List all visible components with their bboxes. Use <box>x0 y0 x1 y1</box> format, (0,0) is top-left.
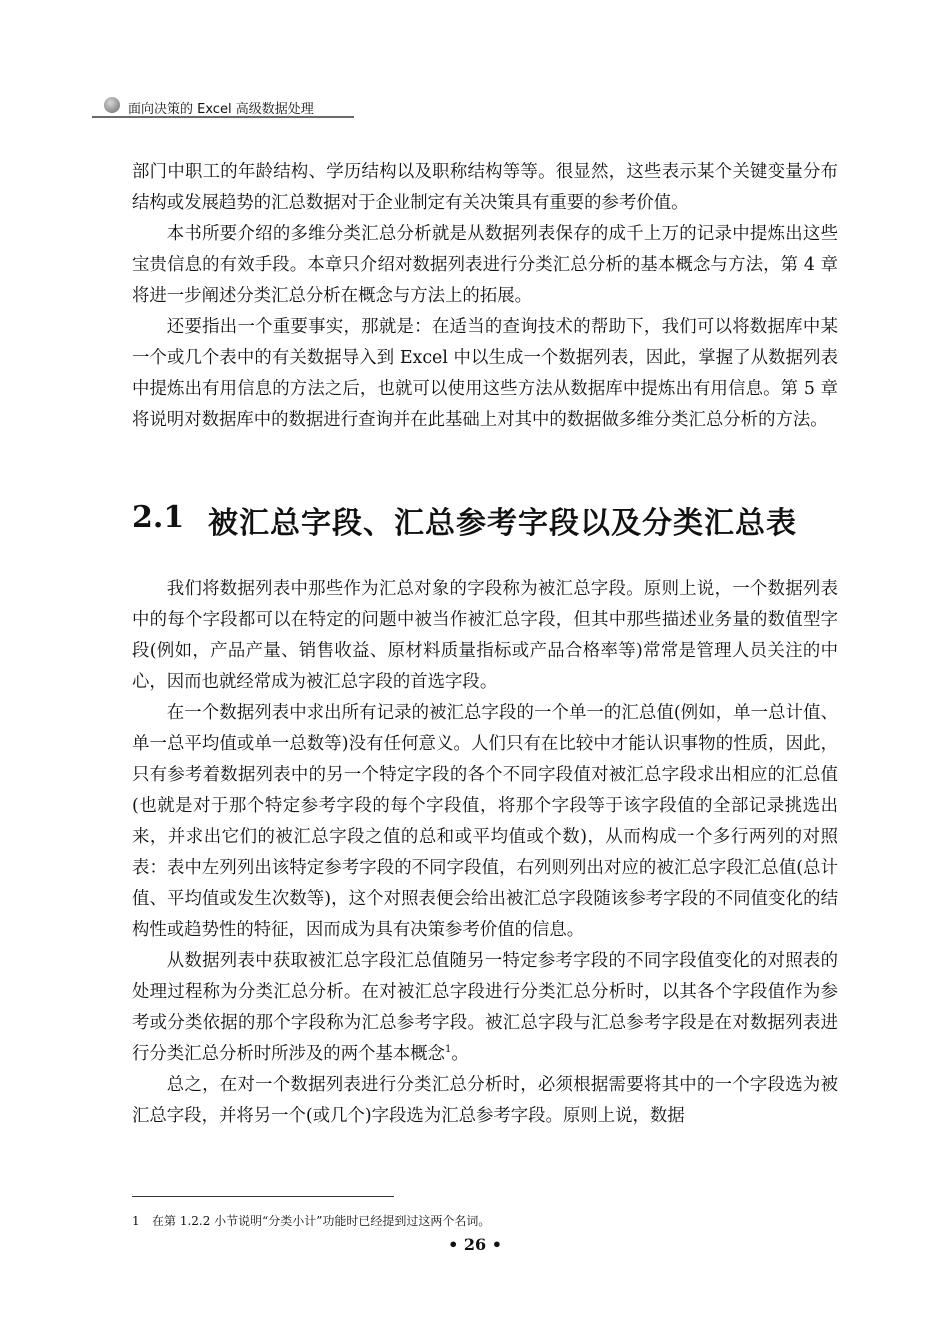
paragraph: 总之，在对一个数据列表进行分类汇总分析时，必须根据需要将其中的一个字段选为被汇总字段，并将另一个(或几个)字段选为汇总参考字段。原则上说，数据 <box>132 1075 838 1126</box>
paragraph: 在一个数据列表中求出所有记录的被汇总字段的一个单一的汇总值(例如，单一总计值、单一总平均值或单一总数等)没有任何意义。人们只有在比较中才能认识事物的性质，因此，只有参考着数据列表中的另一个特定字段的各个不同字段值对被汇总字段求出相应的汇总值(也就是对于那个特定参考字段的每个字段值，将那个字段等于该字段值的全部记录挑选出来，并求出它们的被汇总字段之值的总和或平均值或个数)，从而构成一个多行两列的对照表：表中左列列出该特定参考字段的不同字段值，右列则列出对应的被汇总字段汇总值(总计值、平均值或发生次数等)，这个对照表便会给出被汇总字段随该参考字段的不同值变化的结构性或趋势性的特征，因而成为具有决策参考价值的信息。 <box>132 703 838 940</box>
section-number: 2.1 <box>132 500 185 535</box>
page-number: • 26 • <box>448 1235 502 1254</box>
intro-text <box>132 157 838 436</box>
paragraph-text: 从数据列表中获取被汇总字段汇总值随另一特定参考字段的不同字段值变化的对照表的处理过程称为分类汇总分析。在对被汇总字段进行分类汇总分析时，以其各个字段值作为参考或分类依据的那个字段称为汇总参考字段。被汇总字段与汇总参考字段是在对数据列表进行分类汇总分析时所涉及的两个基本概念 <box>132 951 838 1064</box>
section-title: 被汇总字段、汇总参考字段以及分类汇总表 <box>208 506 797 541</box>
paragraph: 我们将数据列表中那些作为汇总对象的字段称为被汇总字段。原则上说，一个数据列表中的每个字段都可以在特定的问题中被当作被汇总字段，但其中那些描述业务量的数值型字段(例如，产品产量、销售收益、原材料质量指标或产品合格率等)常常是管理人员关注的中心，因而也就经常成为被汇总字段的首选字段。 <box>132 579 838 692</box>
footnote-rule <box>132 1196 394 1197</box>
footnote-text: 在第 1.2.2 小节说明“分类小计”功能时已经提到过这两个名词。 <box>152 1214 491 1228</box>
running-header <box>92 94 354 118</box>
footnote-marker: 1 <box>132 1214 140 1228</box>
header-rule <box>92 116 354 118</box>
section-heading <box>132 498 852 546</box>
paragraph: 本书所要介绍的多维分类汇总分析就是从数据列表保存的成千上万的记录中提炼出这些宝贵信息的有效手段。本章只介绍对数据列表进行分类汇总分析的基本概念与方法，第 4 章将进一步阐述分类汇总分析在概念与方法上的拓展。 <box>132 224 838 306</box>
footnote-reference: 1 <box>445 1044 452 1056</box>
header-bullet-icon <box>104 97 120 113</box>
paragraph-end: 。 <box>451 1044 469 1064</box>
book-title: 面向决策的 Excel 高级数据处理 <box>128 102 314 117</box>
paragraph: 还要指出一个重要事实，那就是：在适当的查询技术的帮助下，我们可以将数据库中某一个或几个表中的有关数据导入到 Excel 中以生成一个数据列表，因此，掌握了从数据列表中提炼出有用信息的方法之后，也就可以使用这些方法从数据库中提炼出有用信息。第 5 章将说明对数据库中的数据进行查询并在此基础上对其中的数据做多维分类汇总分析的方法。 <box>132 317 838 430</box>
paragraph <box>132 946 838 1070</box>
section-text <box>132 574 838 1132</box>
footnote <box>132 1212 490 1229</box>
paragraph: 部门中职工的年龄结构、学历结构以及职称结构等等。很显然，这些表示某个关键变量分布结构或发展趋势的汇总数据对于企业制定有关决策具有重要的参考价值。 <box>132 162 838 213</box>
